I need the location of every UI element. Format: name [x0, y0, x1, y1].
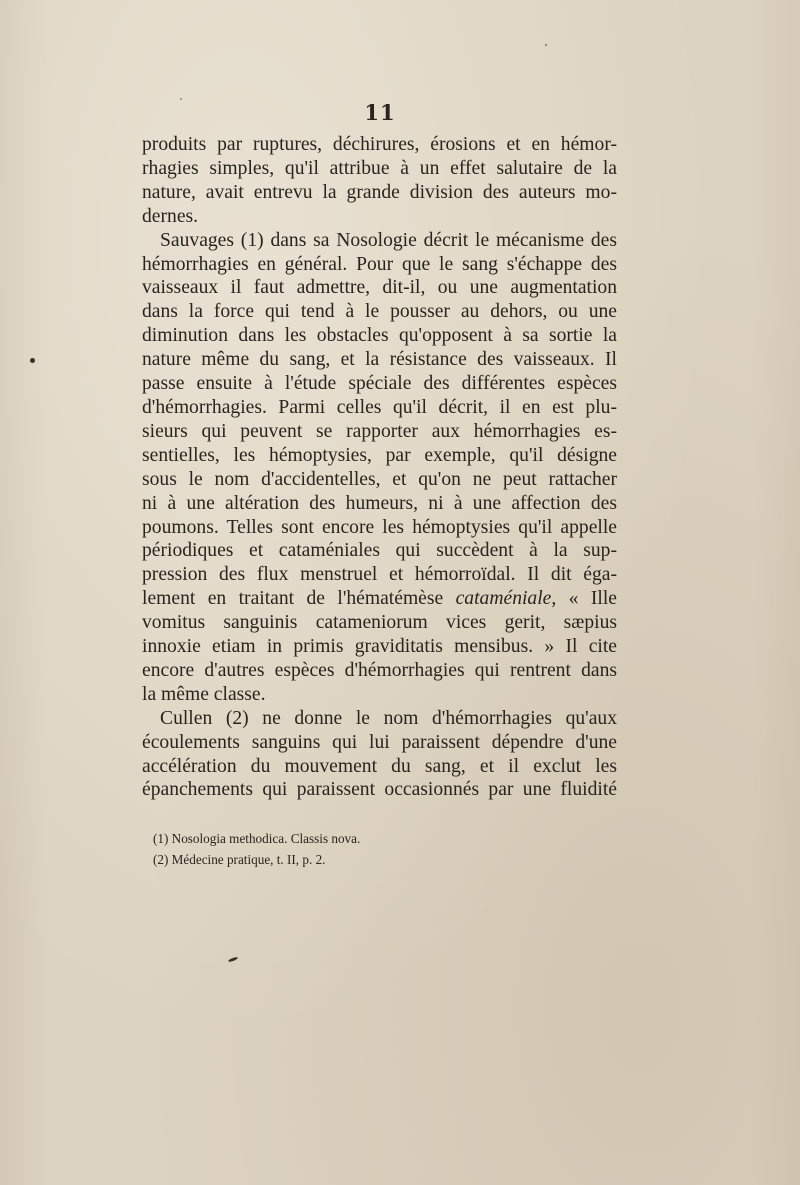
- text-segment: , « Ille: [551, 588, 617, 610]
- text-line: la même classe.: [142, 683, 266, 705]
- text-line: nature même du sang, et la résistance des vaisseaux. Il: [142, 349, 617, 371]
- text-line: pression des flux menstruel et hémorroïdal. Il dit éga-: [142, 564, 617, 586]
- footnotes: [153, 828, 553, 870]
- text-line: vaisseaux il faut admettre, dit-il, ou une augmentation: [142, 277, 617, 299]
- text-line: épanchements qui paraissent occasionnés par une fluidité: [142, 779, 617, 801]
- paper-speck: [30, 358, 35, 363]
- text-line: ni à une altération des humeurs, ni à une affection des: [142, 492, 617, 514]
- text-line: écoulements sanguins qui lui paraissent dépendre d'une: [142, 731, 617, 753]
- text-line: périodiques et cataméniales qui succèdent à la sup-: [142, 540, 617, 562]
- paper-speck: [545, 44, 547, 46]
- paper-speck: [180, 98, 182, 100]
- footnote-2: (2) Médecine pratique, t. II, p. 2.: [153, 852, 326, 867]
- body-text: [142, 133, 617, 802]
- latin-quote-line: vomitus sanguinis catameniorum vices gerit, sæpius: [142, 612, 617, 634]
- text-line: d'hémorrhagies. Parmi celles qu'il décrit, il en est plu-: [142, 396, 617, 418]
- text-line-with-italic: [142, 587, 617, 611]
- text-line: accélération du mouvement du sang, et il exclut les: [142, 755, 617, 777]
- text-line: dans la force qui tend à le pousser au dehors, ou une: [142, 301, 617, 323]
- text-line: encore d'autres espèces d'hémorrhagies qui rentrent dans: [142, 659, 617, 681]
- text-line: dernes.: [142, 205, 199, 227]
- text-line: passe ensuite à l'étude spéciale des différentes espèces: [142, 373, 617, 395]
- paragraph-start-line: Sauvages (1) dans sa Nosologie décrit le mécanisme des: [160, 229, 617, 251]
- latin-quote-line: innoxie etiam in primis graviditatis mensibus. » Il cite: [142, 636, 617, 658]
- text-line: produits par ruptures, déchirures, érosions et en hémor-: [142, 134, 617, 155]
- text-line: poumons. Telles sont encore les hémoptysies qu'il appelle: [142, 516, 617, 538]
- paragraph-start-line: Cullen (2) ne donne le nom d'hémorrhagies qu'aux: [160, 707, 617, 729]
- text-line: nature, avait entrevu la grande division des auteurs mo-: [142, 181, 617, 203]
- page-number: 11: [364, 100, 396, 125]
- text-line: diminution dans les obstacles qu'opposent à sa sortie la: [142, 325, 617, 347]
- footnote-1: (1) Nosologia methodica. Classis nova.: [153, 831, 361, 846]
- text-segment: lement en traitant de l'hématémèse: [142, 588, 444, 610]
- italic-term: cataméniale: [455, 588, 552, 610]
- text-line: sentielles, les hémoptysies, par exemple, qu'il désigne: [142, 444, 617, 466]
- text-line: sieurs qui peuvent se rapporter aux hémorrhagies es-: [142, 420, 617, 442]
- text-line: sous le nom d'accidentelles, et qu'on ne peut rattacher: [142, 468, 617, 490]
- text-line: hémorrhagies en général. Pour que le sang s'échappe des: [142, 253, 617, 275]
- text-line: rhagies simples, qu'il attribue à un effet salutaire de la: [142, 157, 617, 179]
- paper-speck: [228, 956, 238, 962]
